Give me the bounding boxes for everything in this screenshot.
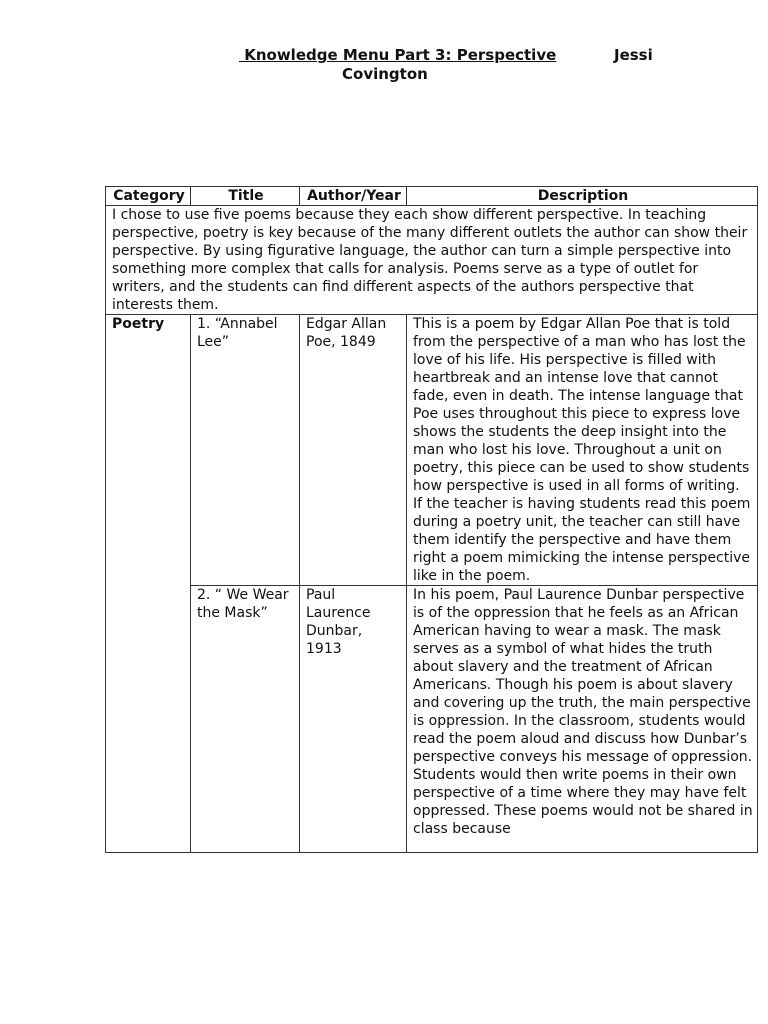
poem-description-text: In his poem, Paul Laurence Dunbar perspective is of the oppression that he feels as an African American having to wear a mask. The mask serves as a symbol of what hides the truth about slavery and the treatment of African Americans. Though his poem is about slavery and covering up the truth, the main perspective is oppression. In the classroom, students would read the poem aloud and discuss how Dunbar’s perspective conveys his message of oppression. Students would then write poems in their own perspective of a time where they may have felt oppressed. These poems would not be shared in class because <box>413 587 753 837</box>
poem-title-cell: 2. “ We Wear the Mask” <box>191 586 300 853</box>
column-header-author-year: Author/Year <box>300 187 407 206</box>
author-first-name: Jessi <box>614 46 653 64</box>
column-header-description: Description <box>407 187 758 206</box>
poem-description-cell: This is a poem by Edgar Allan Poe that is told from the perspective of a man who has lost the love of his life. His perspective is filled with heartbreak and an intense love that cannot fade, even in death. The intense language that Poe uses throughout this piece to express love shows the students the deep insight into the man who lost his love. Throughout a unit on poetry, this piece can be used to show students how perspective is used in all forms of writing. If the teacher is having students read this poem during a poetry unit, the teacher can still have them identify the perspective and have them right a poem mimicking the intense perspective like in the poem. <box>407 315 758 586</box>
poem-description-cell <box>407 586 758 853</box>
intro-text: I chose to use five poems because they each show different perspective. In teaching perspective, poetry is key because of the many different outlets the author can show their perspective. By using figurative language, the author can turn a simple perspective into something more complex that calls for analysis. Poems serve as a type of outlet for writers, and the students can find different aspects of the authors perspective that interests them. <box>106 206 758 315</box>
author-last-name: Covington <box>342 65 428 83</box>
knowledge-menu-table <box>105 186 758 853</box>
poem-title-cell: 1. “Annabel Lee” <box>191 315 300 586</box>
column-header-category: Category <box>106 187 191 206</box>
intro-row <box>106 206 758 315</box>
category-cell: Poetry <box>106 315 191 853</box>
table-row <box>106 315 758 586</box>
poem-author-year-cell: Paul Laurence Dunbar, 1913 <box>300 586 407 853</box>
column-header-title: Title <box>191 187 300 206</box>
table-row <box>106 586 758 853</box>
document-title: Knowledge Menu Part 3: Perspective <box>239 46 557 64</box>
table-header-row <box>106 187 758 206</box>
poem-author-year-cell: Edgar Allan Poe, 1849 <box>300 315 407 586</box>
